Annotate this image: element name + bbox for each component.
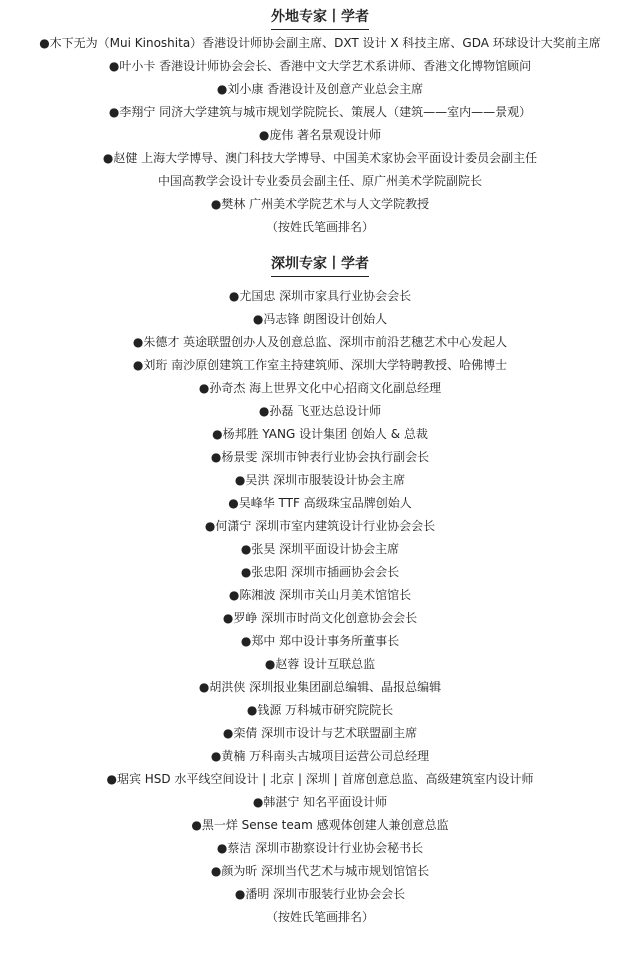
list-item: ●何潇宁 深圳市室内建筑设计行业协会会长 [204, 519, 436, 533]
list-item: ●刘小康 香港设计及创意产业总会主席 [216, 82, 424, 96]
shenzhen-experts-section [0, 249, 640, 929]
list-item: ●潘明 深圳市服装行业协会会长 [234, 887, 406, 901]
list-item: ●赵健 上海大学博导、澳门科技大学博导、中国美术家协会平面设计委员会副主任 [102, 151, 538, 165]
list-item: ●吴洪 深圳市服装设计协会主席 [234, 473, 406, 487]
list-item: ●栾倩 深圳市设计与艺术联盟副主席 [222, 726, 418, 740]
list-item: ●颜为昕 深圳当代艺术与城市规划馆馆长 [210, 864, 430, 878]
list-item: （按姓氏笔画排名） [265, 910, 374, 924]
list-item: ●冯志锋 朗图设计创始人 [252, 312, 388, 326]
external-experts-section [0, 0, 640, 239]
list-item: ●杨邦胜 YANG 设计集团 创始人 & 总裁 [212, 427, 428, 441]
list-item: ●木下无为（Mui Kinoshita）香港设计师协会副主席、DXT 设计 X 科技主席、GDA 环球设计大奖前主席 [39, 36, 601, 50]
list-item: ●刘珩 南沙原创建筑工作室主持建筑师、深圳大学特聘教授、哈佛博士 [132, 358, 508, 372]
list-item: ●杨景雯 深圳市钟表行业协会执行副会长 [210, 450, 430, 464]
section-title [0, 249, 640, 279]
section-title-text: 深圳专家丨学者 [271, 254, 369, 277]
list-item: ●琚宾 HSD 水平线空间设计 | 北京 | 深圳 | 首席创意总监、高级建筑室内设计师 [106, 772, 534, 786]
section-title [0, 2, 640, 32]
list-item: ●叶小卡 香港设计师协会会长、香港中文大学艺术系讲师、香港文化博物馆顾问 [108, 59, 532, 73]
list-item: ●罗峥 深圳市时尚文化创意协会会长 [222, 611, 418, 625]
list-item: ●孙奇杰 海上世界文化中心招商文化副总经理 [198, 381, 442, 395]
list-item: 中国高教学会设计专业委员会副主任、原广州美术学院副院长 [157, 174, 482, 188]
list-item: ●吴峰华 TTF 高级珠宝品牌创始人 [228, 496, 412, 510]
section-title-text: 外地专家丨学者 [271, 7, 369, 30]
expert-list [0, 285, 640, 929]
expert-list [0, 32, 640, 239]
list-item: ●尤国忠 深圳市家具行业协会会长 [228, 289, 412, 303]
list-item: ●郑中 郑中设计事务所董事长 [240, 634, 400, 648]
list-item: ●张忠阳 深圳市插画协会会长 [240, 565, 400, 579]
list-item: ●赵蓉 设计互联总监 [264, 657, 376, 671]
list-item: ●黑一烊 Sense team 感观体创建人兼创意总监 [191, 818, 449, 832]
section-gap [0, 239, 640, 249]
list-item: ●黄楠 万科南头古城项目运营公司总经理 [210, 749, 430, 763]
list-item: ●蔡洁 深圳市勘察设计行业协会秘书长 [216, 841, 424, 855]
list-item: ●孙磊 飞亚达总设计师 [258, 404, 382, 418]
list-item: ●庞伟 著名景观设计师 [258, 128, 382, 142]
list-item: ●李翔宁 同济大学建筑与城市规划学院院长、策展人（建筑——室内——景观） [108, 105, 532, 119]
list-item: ●胡洪侠 深圳报业集团副总编辑、晶报总编辑 [198, 680, 442, 694]
list-item: ●钱源 万科城市研究院院长 [246, 703, 394, 717]
list-item: ●张昊 深圳平面设计协会主席 [240, 542, 400, 556]
list-item: ●韩湛宁 知名平面设计师 [252, 795, 388, 809]
list-item: （按姓氏笔画排名） [265, 220, 374, 234]
list-item: ●朱德才 英途联盟创办人及创意总监、深圳市前沿艺穗艺术中心发起人 [132, 335, 508, 349]
list-item: ●樊林 广州美术学院艺术与人文学院教授 [210, 197, 430, 211]
list-item: ●陈湘波 深圳市关山月美术馆馆长 [228, 588, 412, 602]
